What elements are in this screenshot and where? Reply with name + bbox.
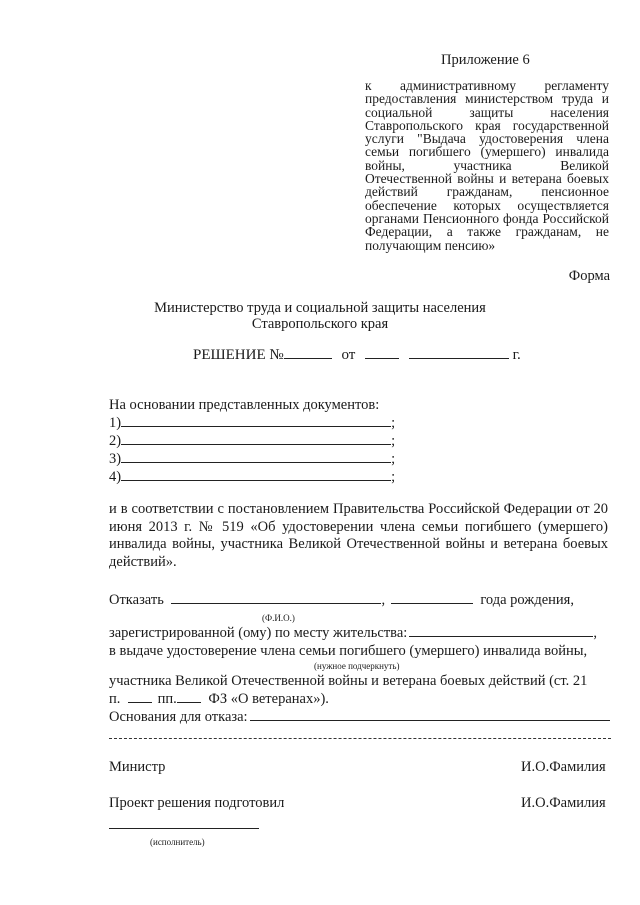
prepared-name: И.О.Фамилия: [521, 795, 606, 811]
document-item: 1) ;: [109, 415, 396, 431]
birth-year-label: года рождения,: [480, 592, 574, 608]
document-item-blank[interactable]: [121, 462, 391, 463]
minister-label: Министр: [109, 759, 166, 775]
decision-year-suffix: г.: [512, 347, 521, 363]
article-pp: пп.: [157, 691, 177, 707]
participant-line: участника Великой Отечественной войны и ветерана боевых действий (ст. 21: [109, 673, 588, 689]
decision-from: от: [341, 347, 356, 363]
document-item-number: 2): [109, 433, 122, 449]
grounds-continuation-line[interactable]: [109, 738, 611, 739]
documents-intro: На основании представленных документов:: [109, 397, 380, 413]
decision-day-blank[interactable]: [365, 358, 399, 359]
article-p-blank[interactable]: [128, 702, 152, 703]
ministry-region: Ставропольского края: [251, 316, 389, 332]
minister-name: И.О.Фамилия: [521, 759, 606, 775]
executor-caption: (исполнитель): [150, 837, 205, 847]
article-line: [109, 691, 329, 708]
fio-blank[interactable]: [171, 603, 381, 604]
registered-line: зарегистрированной (ому) по месту жительства: ,: [109, 625, 597, 641]
article-law: ФЗ «О ветеранах»).: [208, 691, 329, 707]
registered-label: зарегистрированной (ому) по месту жительства:: [109, 625, 408, 641]
form-label: Форма: [568, 268, 610, 284]
refusal-line: Отказать , года рождения,: [109, 592, 574, 608]
underline-caption: (нужное подчеркнуть): [314, 661, 400, 671]
ministry-name: Министерство труда и социальной защиты населения: [154, 300, 486, 316]
issuance-line: в выдаче удостоверение члена семьи погибшего (умершего) инвалида войны,: [109, 643, 588, 659]
document-item-number: 1): [109, 415, 122, 431]
document-item-number: 3): [109, 451, 122, 467]
grounds-blank[interactable]: [250, 720, 610, 721]
document-item-blank[interactable]: [121, 444, 391, 445]
article-p: п.: [109, 691, 121, 707]
decision-heading: [193, 347, 521, 364]
document-item-blank[interactable]: [121, 426, 391, 427]
document-item-blank[interactable]: [121, 480, 391, 481]
address-blank[interactable]: [409, 636, 593, 637]
grounds-label: Основания для отказа:: [109, 709, 248, 725]
appendix-body: к административному регламенту предоставления министерством труда и социальной защиты населения Ставропольского края государственной услуги "Выдача удостоверения члена семьи погибшего (умершего) инвалида войны, участника Великой Отечественной войны и ветерана боевых действий гражданам, пенсионное обеспечение которых осуществляется органами Пенсионного фонда Российской Федерации, а также гражданам, не получающим пенсию»: [365, 78, 609, 253]
article-pp-blank[interactable]: [177, 702, 201, 703]
document-item-number: 4): [109, 469, 122, 485]
appendix-title: Приложение 6: [441, 52, 530, 68]
document-item: 4) ;: [109, 469, 396, 485]
document-item: 3) ;: [109, 451, 396, 467]
birth-year-blank[interactable]: [391, 603, 473, 604]
decision-title: РЕШЕНИЕ №: [193, 347, 284, 363]
refusal-label: Отказать: [109, 592, 164, 608]
decision-number-blank[interactable]: [284, 358, 332, 359]
fio-caption: (Ф.И.О.): [262, 613, 295, 623]
grounds-line: [109, 709, 610, 726]
resolution-paragraph: и в соответствии с постановлением Правительства Российской Федерации от 20 июня 2013 г. № 519 «Об удостоверении члена семьи погибшего (умершего) инвалида войны, участника Великой Отечественной войны и ветерана боевых действий».: [109, 501, 608, 570]
decision-month-blank[interactable]: [409, 358, 509, 359]
prepared-label: Проект решения подготовил: [109, 795, 285, 811]
executor-signature-line[interactable]: [109, 828, 259, 829]
document-item: 2) ;: [109, 433, 396, 449]
